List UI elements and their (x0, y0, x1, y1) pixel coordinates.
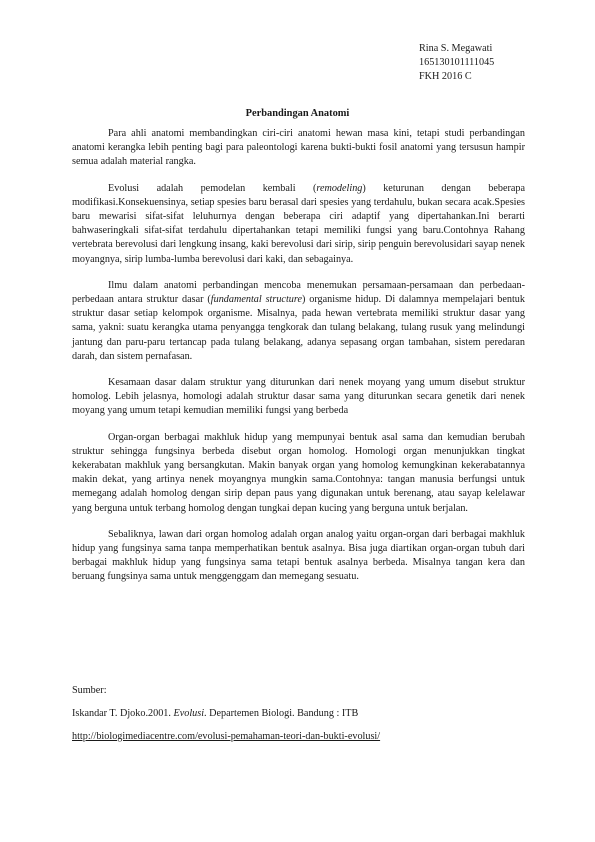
paragraph-3 (72, 279, 525, 364)
author-name: Rina S. Megawati (419, 43, 493, 54)
paragraph-text: Sebaliknya, lawan dari organ homolog adalah organ analog yaitu organ-organ dari berbagai makhluk hidup yang fungsinya sama tanpa memperhatikan bentuk asalnya. Bisa juga diartikan organ-organ tubuh dari berbagai makhluk hidup yang fungsinya sama tetapi bentuk asalnya berbeda. Misalnya tangan kera dan beruang fungsinya sama untuk menggenggam dan memegang sesuatu. (72, 528, 525, 583)
paragraph-5 (72, 431, 525, 516)
paragraph-text: ) keturunan dengan beberapa modifikasi.Konsekuensinya, setiap spesies baru berasal dari spesies yang terdahulu, bukan secara acak.Spesies baru mewarisi sifat-sifat leluhurnya dengan beberapa ciri adaptif yang dipertahankan.Ini berarti bahwaseringkali sifat-sifat terdahulu dipertahankan tetapi memiliki fungsi yang baru.Contohnya Rahang vertebrata berevolusi dari lengkung insang, kaki berevolusi dari sirip, sirip penguin berevolusidari sayap nenek moyangnya, sirip lumba-lumba berevolusi dari kaki, dan sebagainya. (72, 182, 525, 265)
sources-section (72, 684, 525, 753)
paragraph-text: Para ahli anatomi membandingkan ciri-ciri anatomi hewan masa kini, tetapi studi perbandingan anatomi kerangka lebih penting bagi para paleontologi karena bukti-bukti fosil anatomi yang tersusun hampir semua adalah material rangka. (72, 128, 525, 168)
italic-term: fundamental structure (210, 294, 302, 306)
author-student-id: 165130101111045 (419, 57, 495, 68)
paragraph-6 (72, 528, 525, 585)
paragraph-text: Ilmu dalam anatomi perbandingan mencoba menemukan persamaan-persamaan dan perbedaan-perbedaan antara struktur dasar ( (72, 279, 525, 306)
reference-url-line (72, 730, 525, 744)
document-title: Perbandingan Anatomi (245, 108, 350, 119)
italic-term: remodeling (316, 182, 363, 194)
paragraph-2 (72, 182, 525, 267)
paragraph-text: Organ-organ berbagai makhluk hidup yang mempunyai bentuk asal sama dan kemudian berubah struktur sehingga fungsinya berbeda disebut organ homolog. Homologi organ menunjukkan tingkat kekerabatan makhluk yang bersangkutan. Makin banyak organ yang homolog kemungkinan kekerabatannya makin dekat, yang artinya nenek moyangnya mungkin sama.Contohnya: tangan manusia berfungsi untuk memegang adalah homolog dengan sirip depan paus yang digunakan untuk berenang, atau sayap kelelawar yang berguna untuk terbang homolog dengan tungkai depan kucing yang berguna untuk berjalan. (72, 431, 525, 514)
author-class: FKH 2016 C (419, 71, 472, 82)
document-body (72, 127, 525, 597)
paragraph-4 (72, 376, 525, 419)
paragraph-text: ) organisme hidup. Di dalamnya mempelajari bentuk struktur dasar setiap kelompok organisme. Misalnya, pada hewan vertebrata memiliki struktur dasar yang sama, yakni: suatu kerangka utama penyangga tengkorak dan tulang belakang, tulang rusuk yang melindungi jantung dan paru-paru tertancap pada tulang belakang, adanya sepasang organ tambahan, sistem peredaran darah, dan sistem pernafasan. (72, 294, 525, 362)
paragraph-1 (72, 127, 525, 170)
reference-publisher: . Departemen Biologi. Bandung : ITB (204, 708, 359, 719)
reference-url-link[interactable]: http://biologimediacentre.com/evolusi-pemahaman-teori-dan-bukti-evolusi/ (72, 731, 381, 742)
reference-title: Evolusi (173, 708, 205, 719)
sources-heading: Sumber: (72, 685, 107, 696)
paragraph-text: Kesamaan dasar dalam struktur yang diturunkan dari nenek moyang yang umum disebut struktur homolog. Lebih jelasnya, homologi adalah struktur dasar sama yang diturunkan secara genetik dari nenek moyang yang umum tetapi kemudian memiliki fungsi yang berbeda (72, 377, 525, 417)
reference-entry (72, 707, 525, 721)
reference-author: Iskandar T. Djoko.2001. (72, 708, 174, 719)
paragraph-text: Evolusi adalah pemodelan kembali ( (108, 182, 317, 194)
author-block (419, 42, 494, 84)
